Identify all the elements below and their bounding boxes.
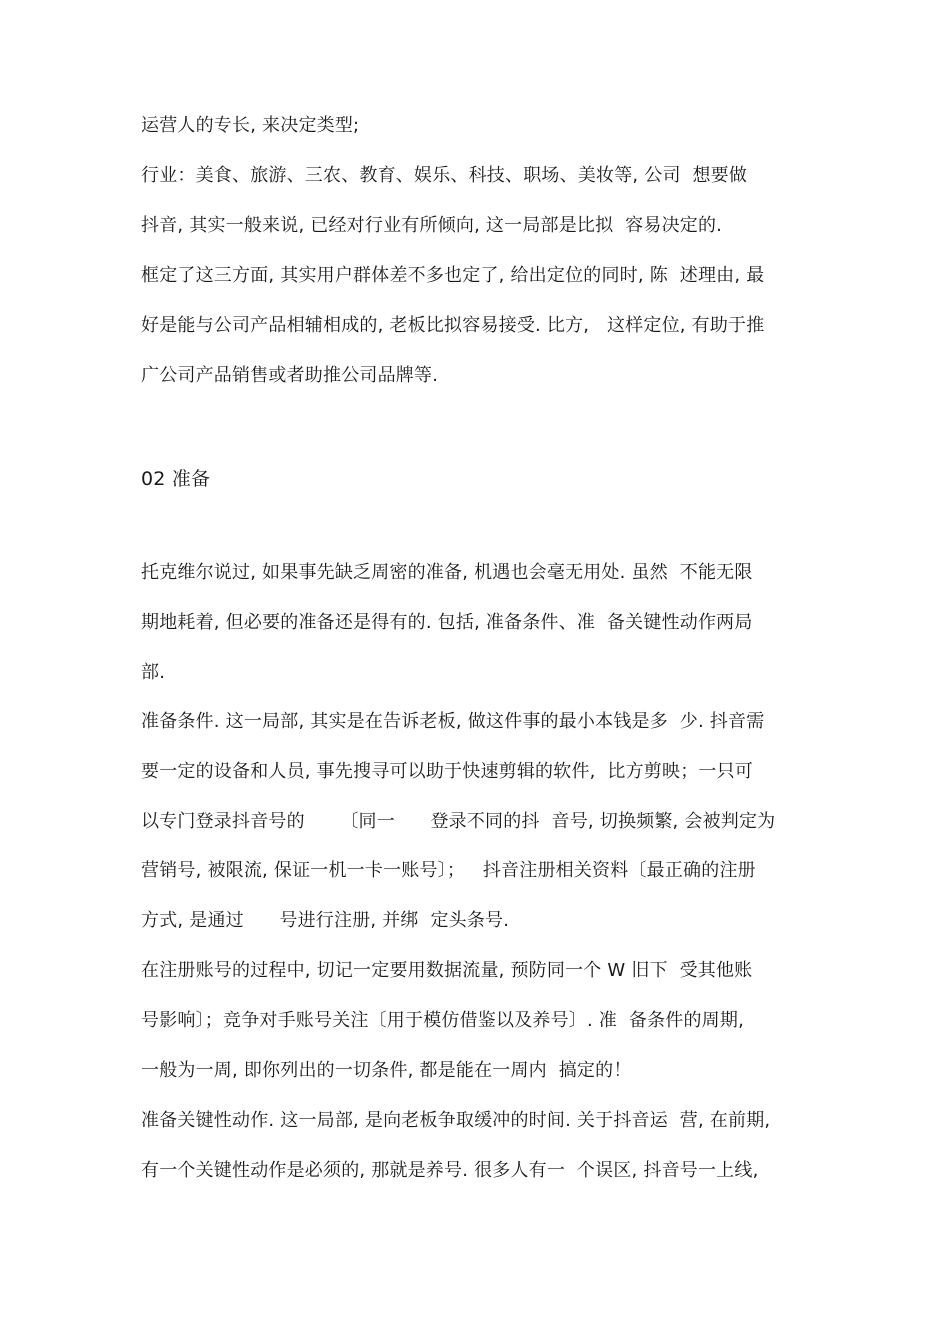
paragraph-line: 在注册账号的过程中, 切记一定要用数据流量, 预防同一个 W 旧下 受其他账 <box>141 960 753 981</box>
paragraph-line: 抖音, 其实一般来说, 已经对行业有所倾向, 这一局部是比拟 容易决定的. <box>141 215 723 236</box>
paragraph-line: 以专门登录抖音号的 〔同一 登录不同的抖 音号, 切换频繁, 会被判定为 <box>141 811 776 832</box>
paragraph-line: 一般为一周, 即你列出的一切条件, 都是能在一周内 搞定的！ <box>141 1060 632 1081</box>
paragraph-line: 方式, 是通过 号进行注册, 并绑 定头条号. <box>141 910 510 931</box>
paragraph-line: 行业：美食、旅游、三农、教育、娱乐、科技、职场、美妆等, 公司 想要做 <box>141 165 748 186</box>
paragraph-line: 期地耗着, 但必要的准备还是得有的. 包括, 准备条件、准 备关键性动作两局 <box>141 612 753 633</box>
paragraph-line: 部. <box>141 662 166 683</box>
paragraph-line: 好是能与公司产品相辅相成的, 老板比拟容易接受. 比方, 这样定位, 有助于推 <box>141 315 765 336</box>
section-heading: 02 准备 <box>141 468 211 490</box>
paragraph-line: 托克维尔说过, 如果事先缺乏周密的准备, 机遇也会毫无用处. 虽然 不能无限 <box>141 562 753 583</box>
paragraph-line: 准备关键性动作. 这一局部, 是向老板争取缓冲的时间. 关于抖音运 营, 在前期, <box>141 1110 771 1131</box>
paragraph-line: 广公司产品销售或者助推公司品牌等. <box>141 365 439 386</box>
paragraph-line: 准备条件. 这一局部, 其实是在告诉老板, 做这件事的最小本钱是多 少. 抖音需 <box>141 711 765 732</box>
paragraph-line: 营销号, 被限流, 保证一机一卡一账号〕； 抖音注册相关资料〔最正确的注册 <box>141 860 756 881</box>
paragraph-line: 要一定的设备和人员, 事先搜寻可以助于快速剪辑的软件, 比方剪映；一只可 <box>141 761 754 782</box>
paragraph-line: 框定了这三方面, 其实用户群体差不多也定了, 给出定位的同时, 陈 述理由, 最 <box>141 265 765 286</box>
paragraph-line: 有一个关键性动作是必须的, 那就是养号. 很多人有一 个误区, 抖音号一上线, <box>141 1160 759 1181</box>
paragraph-line: 运营人的专长, 来决定类型; <box>141 115 360 136</box>
paragraph-line: 号影响〕；竞争对手账号关注〔用于模仿借鉴以及养号〕. 准 备条件的周期, <box>141 1010 745 1031</box>
